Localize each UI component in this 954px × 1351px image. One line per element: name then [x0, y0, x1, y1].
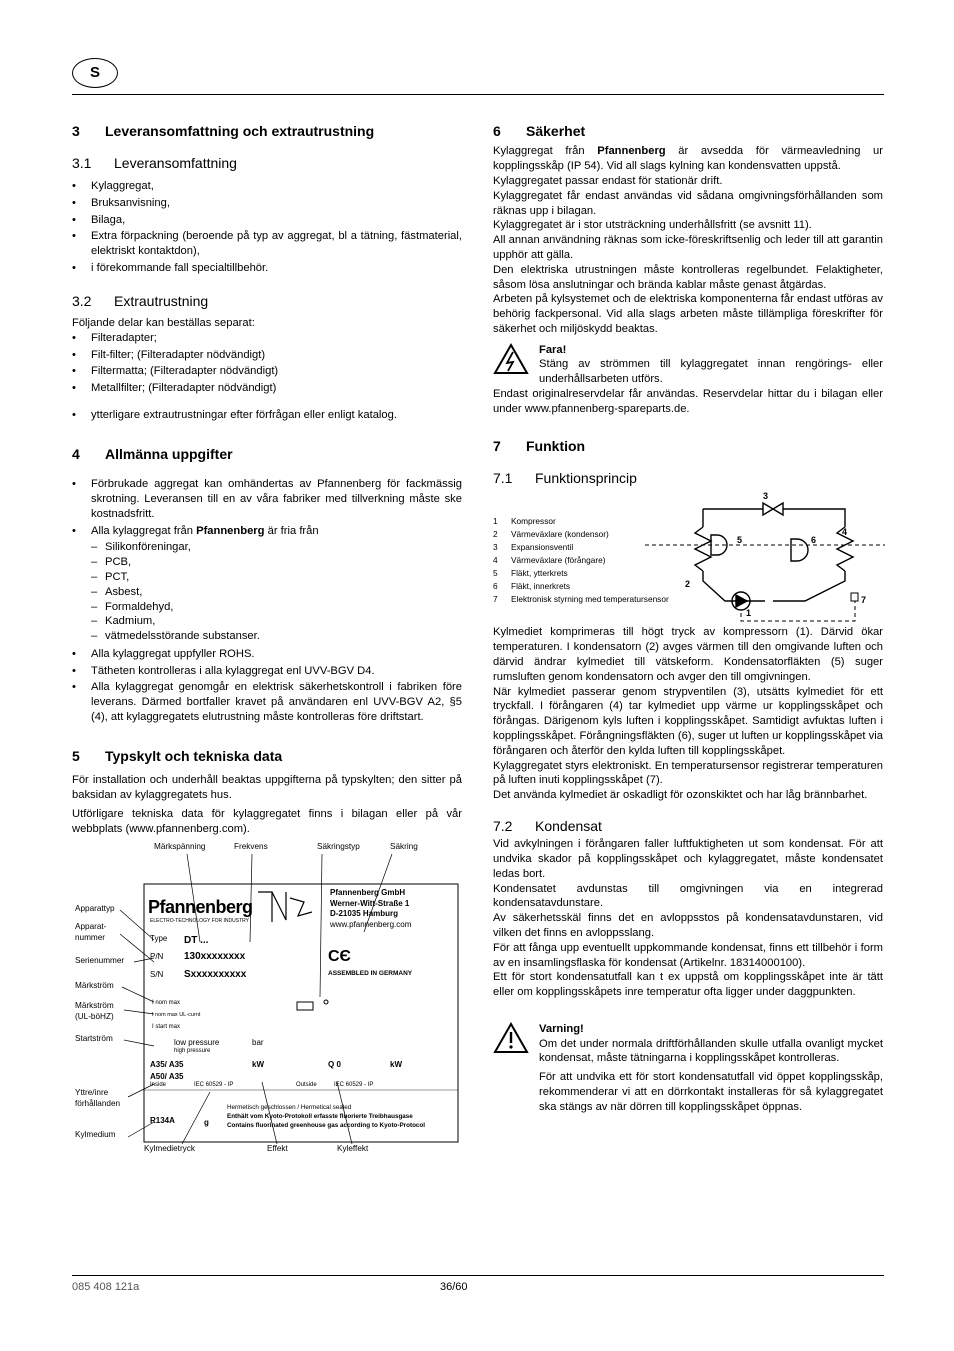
diagram-num-5: 5 — [737, 535, 743, 546]
plate-bar: bar — [252, 1038, 264, 1048]
diagram-num-2: 2 — [685, 579, 691, 590]
label-start-current: Startström — [75, 1034, 113, 1044]
danger-notice — [493, 343, 883, 387]
list-item: – PCB, — [91, 555, 462, 570]
label-ambient-2: förhållanden — [75, 1099, 121, 1109]
plate-type-value: DT ... — [184, 935, 209, 947]
list-item: – Formaldehyd, — [91, 600, 462, 615]
plate-pn-value: 130xxxxxxxx — [184, 951, 246, 963]
nameplate-text-1: För installation och underhåll beaktas uppgifterna på typskylten; den sitter på baksidan av kylaggregatets hus. — [72, 774, 462, 801]
safety-p4: Kylaggregatet är i stor utsträckning underhållsfritt (se avsnitt 11). — [493, 219, 812, 232]
condensate-p3: Av säkerhetsskäl finns det en avloppsstos på kondensatavdunstaren, vid vilken det finns en avloppsslang. — [493, 912, 883, 939]
label-frequency: Frekvens — [234, 842, 268, 852]
section-3-2-heading: 3.2 Extrautrustning — [72, 292, 209, 309]
label-rated-current: Märkström — [75, 981, 114, 991]
header-rule — [72, 94, 884, 95]
diagram-num-7: 7 — [861, 595, 867, 606]
list-item: • ytterligare extrautrustningar efter förfrågan eller enligt katalog. — [72, 408, 462, 423]
section-5-heading: 5 Typskylt och tekniska data — [72, 747, 283, 764]
list-item: • Bilaga, — [72, 213, 462, 228]
section-7-2-heading: 7.2 Kondensat — [493, 817, 602, 834]
substance-list — [72, 540, 462, 643]
list-item: • Alla kylaggregat genomgår en elektrisk säkerhetskontroll i fabriken före leverans. Därmed bortfaller kravet på användaren enl UVV-BGV A2, §5 (4), att kylaggregatets elutrustning måste kontrolleras före driftstart. — [72, 680, 462, 724]
list-item: – vätmedelsstörande substanser. — [91, 629, 462, 644]
plate-logo: Pfannenberg — [148, 897, 253, 918]
label-ul: (UL-böHZ) — [75, 1012, 114, 1022]
safety-p6: Den elektriska utrustningen måste kontrolleras regelbundet. Felaktigheter, såsom lösa anslutningar och brända kablar måste genast åtgärdas. — [493, 263, 883, 291]
list-item: – Asbest, — [91, 585, 462, 600]
danger-text: Stäng av strömmen till kylaggregatet innan rengörings- eller underhållsarbeten utförs. — [539, 358, 883, 386]
function-diagram — [493, 493, 883, 623]
label-rated-voltage: Märkspänning — [154, 842, 206, 852]
label-cooling-capacity: Kyleffekt — [337, 1144, 369, 1154]
diagram-legend: 1 Kompressor 2 Värmeväxlare (kondensor) 3 Expansionsventil 4 Värmeväxlare (förångare) 5 Fläkt, ytterkrets 6 Fläkt, innerkrets 7 Elektronisk styrning med temperatursensor — [493, 516, 669, 604]
plate-qo: Q 0 — [328, 1060, 341, 1070]
list-item: • Tätheten kontrolleras i alla kylaggregat enl UVV-BGV D4. — [72, 664, 462, 679]
function-p1: Kylmediet komprimeras till högt tryck av kompressorn (1). Därvid ökar temperaturen. I kondensatorn (2) avges värmen till den omgivande luften och därvid ändrar kylmediet till vätskeform. Kondensatorfläkten (5) suger rumsluften genom kondensatorn och avger den till omgivningen. — [493, 626, 883, 683]
warning-text-1: Om det under normala driftförhållanden skulle utfalla ovanligt mycket kondensat, måste tätningarna i kopplingsskåpet kontrolleras. — [539, 1037, 883, 1065]
diagram-num-6: 6 — [811, 535, 817, 546]
safety-p3: Kylaggregatet får endast användas vid sådana omgivningsförhållanden som räknas upp i bilagan. — [493, 189, 883, 217]
footer-rule — [72, 1275, 884, 1276]
plate-low-pressure: low pressure — [174, 1038, 220, 1048]
danger-title: Fara! — [539, 343, 567, 356]
plate-pn-key: P/N — [150, 952, 164, 962]
section-3-1-heading: 3.1 Leveransomfattning — [72, 155, 237, 172]
plate-kw: kW — [252, 1060, 264, 1070]
list-item: • Kylaggregat, — [72, 179, 462, 194]
list-item: • Bruksanvisning, — [72, 196, 462, 211]
plate-type-key: Type — [150, 934, 168, 944]
plate-iec-2: IEC 60529 - IP — [334, 1082, 374, 1089]
plate-kw-2: kW — [390, 1060, 402, 1070]
plate-iul: I nom max UL-curnt — [152, 1012, 201, 1019]
list-item: • Metallfilter; (Filteradapter nödvändigt) — [72, 381, 462, 396]
section-7-heading: 7 Funktion — [493, 437, 586, 454]
right-column — [493, 122, 883, 1115]
label-fuse-type: Säkringstyp — [317, 842, 360, 852]
safety-p7: Arbeten på kylsystemet och de elektriska komponenterna får endast utföras av behörig fackpersonal. Vid alla slags arbeten måste tillämpliga föreskrifter för säkerhet och miljöskydd beaktas. — [493, 293, 883, 335]
section-4-heading: 4 Allmänna uppgifter — [72, 445, 233, 462]
label-serial-number: Serienummer — [75, 956, 125, 966]
plate-gram: g — [204, 1118, 209, 1128]
plate-address: Pfannenberg GmbH Werner-Witt-Straße 1 D-21035 Hamburg www.pfannenberg.com — [330, 888, 412, 929]
safety-p2: Kylaggregatet passar endast för stationär drift. — [493, 175, 723, 188]
diagram-num-1: 1 — [746, 608, 752, 619]
label-device-number-2: nummer — [75, 933, 106, 943]
safety-p5: All annan användning räknas som icke-föreskriftsenlig och leder till att garantin upphör att gälla. — [493, 234, 883, 261]
list-item: – Kadmium, — [91, 614, 462, 629]
list-item: • Alla kylaggregat uppfyller ROHS. — [72, 647, 462, 662]
warning-title: Varning! — [539, 1022, 584, 1035]
refrigerant-circuit-diagram — [645, 493, 885, 623]
plate-a35: A35/ A35 — [150, 1060, 184, 1070]
plate-istart: I start max — [152, 1024, 181, 1031]
diagram-num-4: 4 — [842, 527, 848, 538]
plate-sn-key: S/N — [150, 970, 164, 980]
plate-logo-sub: ELECTRO-TECHNOLOGY FOR INDUSTRY — [150, 918, 249, 925]
general-list — [72, 477, 462, 538]
list-item: • i förekommande fall specialtillbehör. — [72, 261, 462, 276]
warning-triangle-icon — [493, 1022, 529, 1054]
list-item: • Förbrukade aggregat kan omhändertas av Pfannenberg för fackmässig skrotning. Leveransen till en av våra fabriker med tillverkning måste ske kostnadsfritt. — [72, 477, 462, 521]
label-device-number: Apparat- — [75, 922, 107, 932]
plate-a50: A50/ A35 — [150, 1072, 184, 1082]
plate-iec: IEC 60529 - IP — [194, 1082, 234, 1089]
warning-text-2: För att undvika ett för stort kondensatutfall vid öppet kopplingsskåp, rekommenderar vi att en dörrkontakt installeras för så kylaggregatet ska stängs av när dörren till kopplingsskåpet öppnas. — [539, 1071, 883, 1113]
ce-mark-icon: CЄ — [328, 948, 351, 966]
label-rated-current-ul: Märkström — [75, 1001, 114, 1011]
section-7-1-heading: 7.1 Funktionsprincip — [493, 470, 637, 486]
section-6-heading: 6 Säkerhet — [493, 123, 586, 139]
safety-p8: Endast originalreservdelar får användas. Reservdelar hittar du i bilagan eller under www.pfannenberg-spareparts.de. — [493, 387, 883, 415]
list-item: • Alla kylaggregat från Pfannenberg är fria från — [72, 524, 462, 539]
label-ambient: Yttre/inre — [75, 1088, 109, 1098]
page-number: 36/60 — [440, 1281, 468, 1293]
function-p3: Kylaggregatet styrs elektroniskt. En temperatursensor registrerar temperaturen på luften inuti kopplingsskåpet (7). — [493, 759, 883, 787]
list-item: • Filtermatta; (Filteradapter nödvändigt) — [72, 364, 462, 379]
label-fuse: Säkring — [390, 842, 418, 852]
list-item: • Filteradapter; — [72, 331, 462, 346]
plate-outside: Outside — [296, 1082, 317, 1089]
plate-made-in: ASSEMBLED IN GERMANY — [328, 970, 413, 978]
section-3-heading: 3 Leveransomfattning och extrautrustning — [72, 123, 375, 139]
nameplate-text-2: Utförligare tekniska data för kylaggregatet finns i bilagan eller på vår webbplats (www.pfannenberg.com). — [72, 807, 462, 835]
list-item: • Extra förpackning (beroende på typ av aggregat, bl a tätning, fästmaterial, elektriskt kontaktdon), — [72, 229, 462, 259]
doc-number: 085 408 121a — [72, 1281, 140, 1293]
condensate-p1: Vid avkylningen i förångaren faller luftfuktigheten ut som kondensat. För att undvika skador på kopplingsskåpet och kylaggregatet, måste kondensatet ledas bort. — [493, 838, 883, 880]
nameplate-figure — [72, 842, 462, 1152]
warning-notice — [493, 1022, 883, 1115]
label-refrigerant: Kylmedium — [75, 1130, 116, 1140]
list-item: – Silikonföreningar, — [91, 540, 462, 555]
plate-r134a: R134A — [150, 1116, 175, 1126]
language-badge: S — [72, 58, 118, 88]
left-column — [72, 122, 462, 1152]
electric-hazard-icon — [493, 343, 529, 375]
accessories-intro: Följande delar kan beställas separat: — [72, 317, 255, 330]
function-p4: Det använda kylmediet är oskadligt för ozonskiktet och har låg brännbarhet. — [493, 789, 868, 802]
plate-sn-value: Sxxxxxxxxxx — [184, 969, 247, 981]
safety-p1: Kylaggregat från Pfannenberg är avsedda för värmeavledning ur kopplingsskåp (IP 54). Vid all slags kylning kan kondensvatten uppstå. — [493, 145, 883, 173]
function-p2: När kylmediet passerar genom strypventilen (3), utsätts kylmediet för ett tryckfall. I förångaren (4) tar kylmediet upp värme ur kopplingsskåpet och förångas. Därigenom kyls luften i kopplingsskåpet. Samtidigt avfuktas luften i kopplingsskåpet. Förångningsfläkten (6), suger ut luften ur kopplingsskåpet via förångaren och återför den kylda luften till kopplingsskåpet. — [493, 685, 883, 757]
plate-high-pressure: high pressure — [174, 1048, 211, 1055]
list-item: • Filt-filter; (Filteradapter nödvändigt) — [72, 348, 462, 363]
delivery-list — [72, 179, 462, 276]
condensate-p5: Ett för stort kondensatutfall kan t ex uppstå om kopplingsskåpet inte är tätt eller om kopplingsskåpets inre temperatur ofta ligger under daggpunkten. — [493, 971, 883, 999]
label-device-type: Apparattyp — [75, 904, 115, 914]
accessories-list — [72, 331, 462, 396]
label-power: Effekt — [267, 1144, 288, 1154]
condensate-p2: Kondensatet avdunstas till omgivningen via en integrerad kondensatavdunstare. — [493, 882, 883, 910]
condensate-p4: För att fånga upp eventuellt uppkommande kondensat, finns ett tillbehör i form av en insamlingsflaska för kondensat (Artikelnr. 18314000100). — [493, 941, 883, 969]
list-item: – PCT, — [91, 570, 462, 585]
plate-inom: I nom max — [152, 1000, 181, 1007]
plate-inside: Inside — [150, 1082, 167, 1089]
diagram-num-3: 3 — [763, 491, 769, 502]
plate-hermetic: Hermetisch geschlossen / Hermetical sealed Enthält vom Kyoto-Protokoll erfasste fluorierte Treibhausgase Contains fluorinated greenhouse gas according to Kyoto-Protocol — [227, 1104, 426, 1129]
label-refrigerant-pressure: Kylmedietryck — [144, 1144, 195, 1154]
